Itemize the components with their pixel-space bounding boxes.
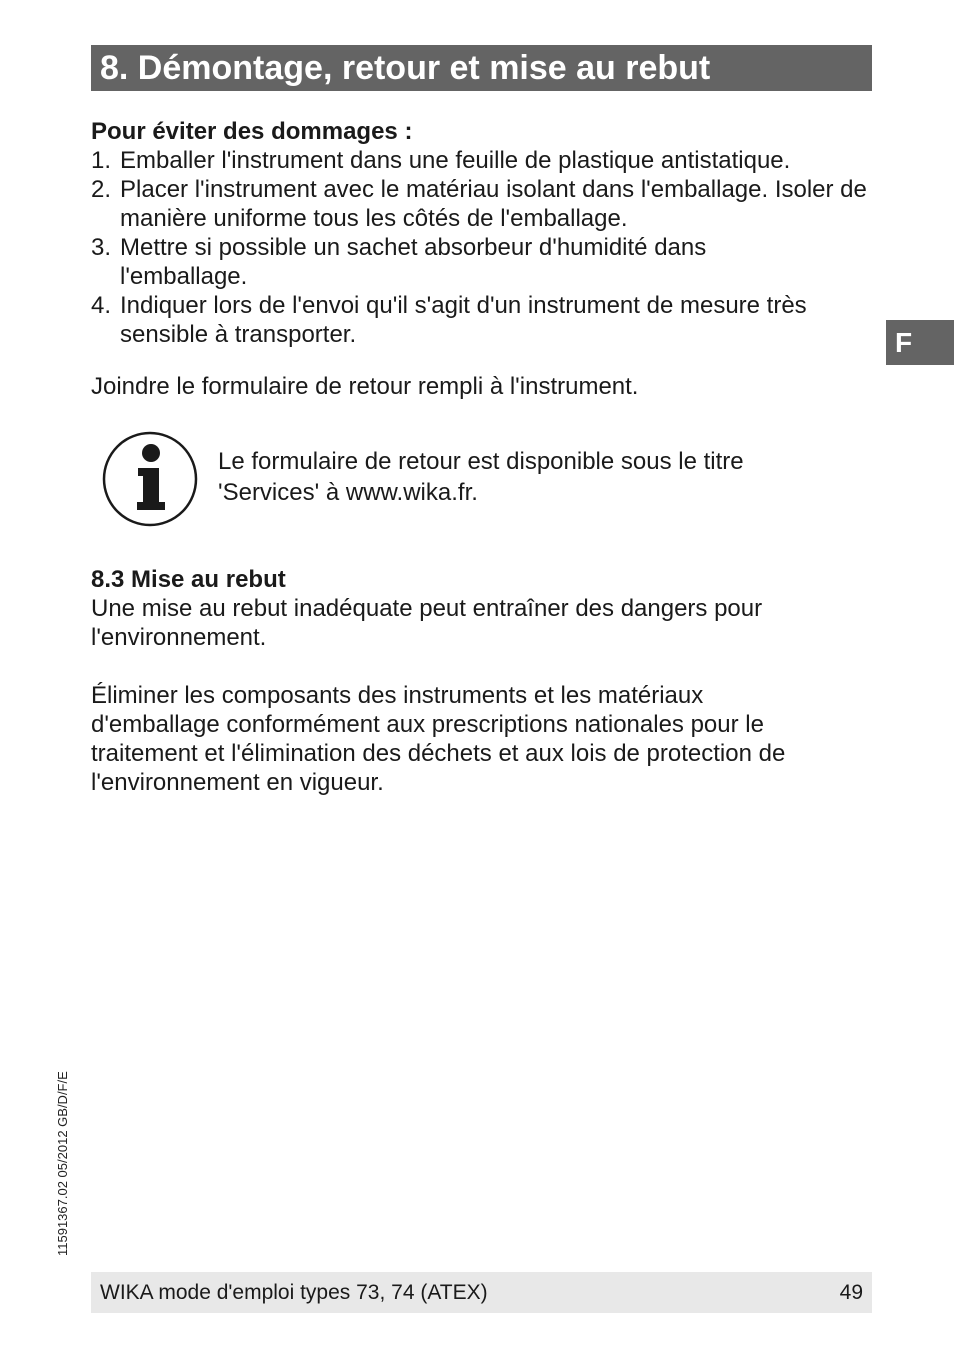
list-item: [91, 233, 881, 291]
damage-heading: Pour éviter des dommages :: [91, 118, 413, 145]
footer-title: WIKA mode d'emploi types 73, 74 (ATEX): [100, 1281, 488, 1304]
disposal-paragraph-1: Une mise au rebut inadéquate peut entraîner des dangers pour l'environnement.: [91, 595, 763, 651]
list-number: 1.: [91, 147, 112, 174]
list-text: Emballer l'instrument dans une feuille de plastique antistatique.: [120, 147, 791, 174]
list-item: [91, 291, 881, 349]
list-number: 4.: [91, 292, 112, 319]
page-footer: [91, 1272, 872, 1313]
disposal-paragraph-2: Éliminer les composants des instruments et les matériaux d'emballage conformément aux prescriptions nationales pour le traitement et l'élimination des déchets et aux lois de protection de l'environnement en vigueur.: [91, 682, 786, 796]
info-line-1: Le formulaire de retour est disponible sous le titre: [218, 448, 744, 475]
list-number: 2.: [91, 176, 112, 203]
list-item: [91, 175, 881, 233]
list-item: [91, 146, 881, 175]
info-box: [91, 430, 881, 538]
info-text: [218, 446, 818, 508]
list-text: Indiquer lors de l'envoi qu'il s'agit d'un instrument de mesure très sensible à transporter.: [120, 292, 807, 348]
disposal-heading: 8.3 Mise au rebut: [91, 566, 286, 593]
return-note: Joindre le formulaire de retour rempli à l'instrument.: [91, 373, 639, 400]
document-code: 11591367.02 05/2012 GB/D/F/E: [55, 1071, 70, 1256]
language-tab: F: [886, 320, 954, 365]
page-title: 8. Démontage, retour et mise au rebut: [91, 45, 872, 91]
page-number: 49: [839, 1281, 863, 1304]
info-line-2: 'Services' à www.wika.fr.: [218, 479, 478, 506]
list-text: Mettre si possible un sachet absorbeur d'humidité dans l'emballage.: [120, 234, 707, 290]
list-number: 3.: [91, 234, 112, 261]
list-text: Placer l'instrument avec le matériau isolant dans l'emballage. Isoler de manière uniforme tous les côtés de l'emballage.: [120, 176, 867, 232]
info-icon: [101, 430, 199, 528]
main-content: [91, 117, 881, 797]
